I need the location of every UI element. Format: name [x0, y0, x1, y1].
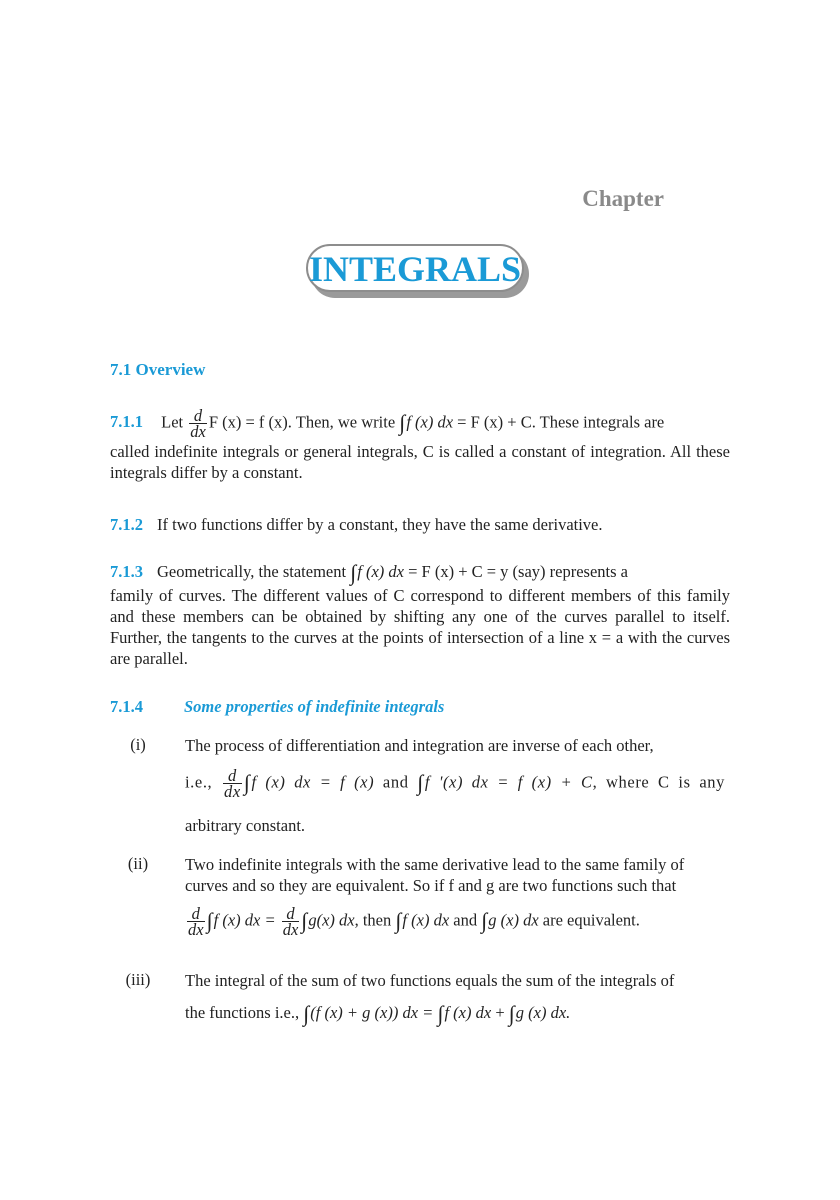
- integral-sign: ∫: [206, 908, 213, 934]
- formula-expression-2: f (x) dx: [444, 1003, 492, 1022]
- integral-sign: ∫: [508, 1001, 515, 1026]
- paragraph-7-1-2: [110, 514, 730, 535]
- integral-sign: ∫: [301, 908, 308, 934]
- section-heading: 7.1 Overview: [110, 360, 206, 379]
- then-word: , then: [354, 910, 392, 930]
- paragraph-number: 7.1.3: [110, 562, 143, 581]
- item-label-i: (i): [130, 735, 146, 754]
- item-iii-formula-line: [185, 1002, 730, 1024]
- chapter-label: Chapter: [582, 186, 664, 211]
- integral-sign: ∫: [437, 1001, 444, 1026]
- integral-expression: f (x) dx: [406, 412, 454, 432]
- item-label-iii: (iii): [125, 970, 151, 989]
- paragraph-number: 7.1.4: [110, 697, 143, 716]
- paragraph-number: 7.1.2: [110, 515, 143, 534]
- integral-sign: ∫: [303, 1001, 310, 1026]
- paragraph-body: If two functions differ by a constant, they have the same derivative.: [157, 515, 603, 534]
- integral-expression: f (x) dx: [357, 562, 404, 581]
- chapter-title: INTEGRALS: [306, 244, 524, 292]
- item-i-formula-line: [185, 768, 730, 799]
- and-word: and: [453, 910, 478, 930]
- derivative-fraction-2: [282, 906, 300, 937]
- integral-sign: ∫: [417, 770, 424, 796]
- fraction-denominator: dx: [188, 920, 204, 939]
- item-ii-line2: curves and so they are equivalent. So if f and g are two functions such that: [185, 876, 677, 895]
- statement-text-tail: = F (x) + C = y (say) represents a: [403, 562, 628, 581]
- statement-text: Geometrically, the statement: [157, 562, 347, 581]
- fraction-numerator: d: [282, 906, 300, 922]
- let-word: Let: [161, 412, 184, 432]
- integral-sign: ∫: [399, 410, 406, 436]
- formula-expression-1: f (x) dx = f (x): [251, 772, 375, 792]
- formula-expression-2: g(x) dx: [308, 910, 355, 930]
- derivative-fraction: [223, 768, 242, 799]
- and-word: and: [382, 772, 409, 792]
- fraction-numerator: d: [223, 768, 242, 784]
- fraction-denominator: dx: [224, 782, 241, 801]
- formula-expression-2: f '(x) dx = f (x) + C: [424, 772, 593, 792]
- formula-expression-1: f (x) dx =: [213, 910, 276, 930]
- ie-text: the functions i.e.,: [185, 1003, 300, 1022]
- paragraph-number: 7.1.1: [110, 412, 143, 432]
- formula-tail: , where C is any: [592, 772, 725, 792]
- fraction-numerator: d: [187, 906, 205, 922]
- derivative-fraction: [189, 408, 207, 439]
- item-iii-line1: The integral of the sum of two functions equals the sum of the integrals of: [185, 971, 675, 990]
- subsection-title: Some properties of indefinite integrals: [184, 697, 445, 716]
- item-ii-formula-line: [185, 906, 730, 937]
- subsection-heading-7-1-4: [110, 697, 444, 717]
- ie-text: i.e.,: [185, 772, 213, 792]
- derivative-fraction: [187, 906, 205, 937]
- integral-sign: ∫: [481, 908, 488, 934]
- formula-expression-1: (f (x) + g (x)) dx =: [310, 1003, 434, 1022]
- paragraph-body: called indefinite integrals or general integrals, C is called a constant of integration. All these integrals differ by a constant.: [110, 442, 730, 482]
- paragraph-7-1-1: [110, 408, 730, 483]
- item-i-line3: arbitrary constant.: [185, 816, 306, 835]
- item-ii-line1: Two indefinite integrals with the same derivative lead to the same family of: [185, 855, 685, 874]
- formula-tail: are equivalent.: [542, 910, 640, 930]
- fraction-numerator: d: [189, 408, 207, 424]
- integral-sign: ∫: [243, 770, 251, 796]
- fraction-denominator: dx: [190, 422, 206, 441]
- integral-sign: ∫: [350, 560, 357, 585]
- formula-expression-3: f (x) dx: [402, 910, 450, 930]
- item-label-ii: (ii): [127, 854, 149, 873]
- formula-expression-3: g (x) dx.: [515, 1003, 571, 1022]
- chapter-title-badge: [306, 244, 532, 302]
- item-i-line1: The process of differentiation and integration are inverse of each other,: [185, 736, 654, 755]
- paragraph-body: family of curves. The different values of C correspond to different members of this family and these members can be obtained by shifting any one of the curves parallel to itself. Further, the tangents to the curves at the points of intersection of a line x = a with the curves are parallel.: [110, 586, 730, 668]
- paragraph-7-1-3: [110, 561, 730, 669]
- definition-text-tail: = F (x) + C. These integrals are: [453, 412, 665, 432]
- definition-text: F (x) = f (x). Then, we write: [208, 412, 396, 432]
- plus-sign: +: [495, 1003, 505, 1022]
- fraction-denominator: dx: [282, 920, 299, 939]
- formula-expression-4: g (x) dx: [488, 910, 539, 930]
- integral-sign: ∫: [395, 908, 402, 934]
